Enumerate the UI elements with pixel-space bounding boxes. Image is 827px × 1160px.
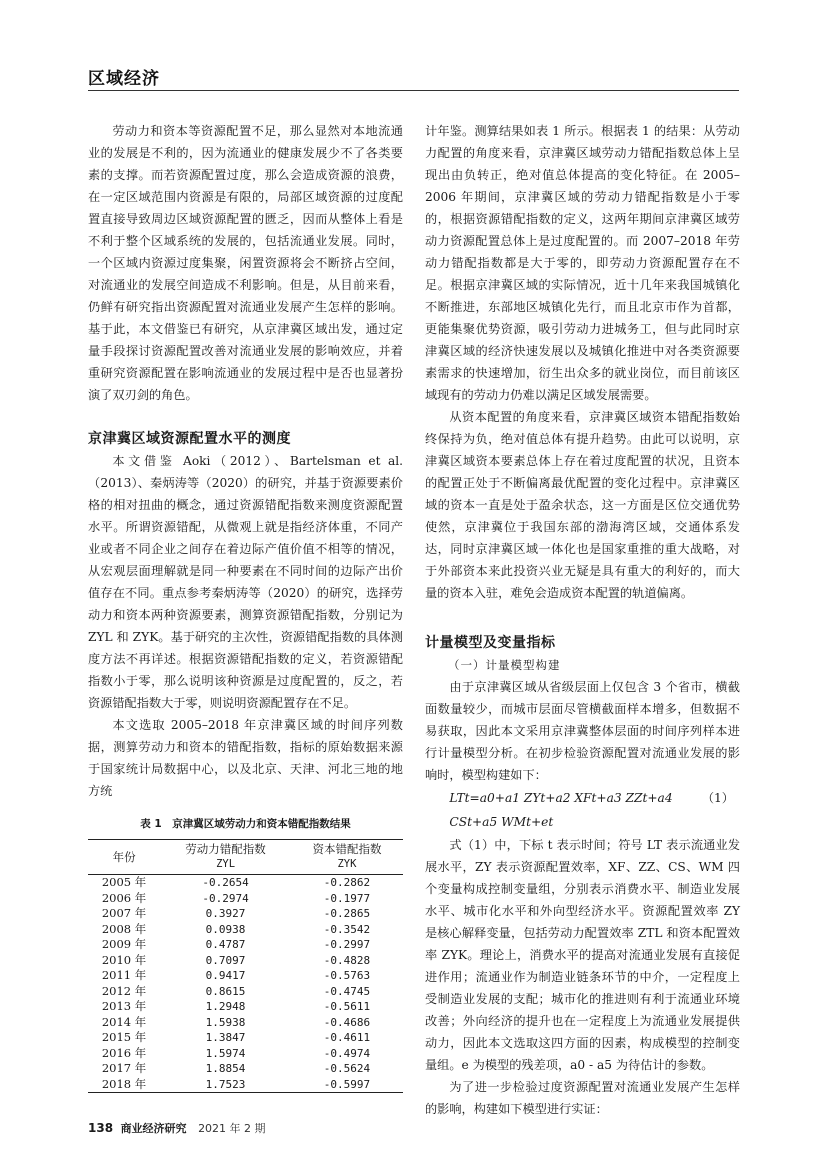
equation-number: （1） bbox=[701, 791, 734, 805]
table-row bbox=[88, 891, 403, 907]
equation-body: LTt=a0+a1 ZYt+a2 XFt+a3 ZZt+a4 CSt+a5 WMt+et bbox=[449, 791, 673, 829]
table-cell-year: 2006 年 bbox=[101, 890, 147, 905]
table-cell-zyl: 1.5974 bbox=[205, 1046, 246, 1060]
header-rule bbox=[88, 90, 739, 91]
table-cell-year: 2011 年 bbox=[101, 968, 147, 982]
right-paragraph-4: 式（1）中，下标 t 表示时间；符号 LT 表示流通业发展水平，ZY 表示资源配置效率，XF、ZZ、CS、WM 四个变量构成控制变量组，分别表示消费水平、制造业发展水平、城市化水平和外向型经济水平。资源配置效率 ZY 是核心解释变量，包括劳动力配置效率 ZTL 和资本配置效率 ZYK。理论上，消费水平的提高对流通业发展有直接促进作用；流通业作为制造业链条环节的中介，一定程度上受制造业发展的支配；城市化的推进则有利于流通业环境改善；外向经济的提升也在一定程度上为流通业发展提供动力，因此本文选取这四方面的因素，构成模型的控制变量组。e 为模型的残差项，a0 - a5 为待估计的参数。 bbox=[425, 838, 740, 1072]
table-row bbox=[88, 906, 403, 922]
left-column bbox=[88, 120, 403, 1093]
section-title: 区域经济 bbox=[88, 69, 160, 89]
right-paragraph-1: 计年鉴。测算结果如表 1 所示。根据表 1 的结果：从劳动力配置的角度来看，京津冀区域劳动力错配指数总体上呈现出由负转正，绝对值总体提高的变化特征。在 2005–2006 年期间，京津冀区域的劳动力错配指数是小于零的，根据资源错配指数的定义，这两年期间京津冀区域劳动力资源配置总体上是过度配置的。而 2007–2018 年劳动力错配指数都是大于零的，即劳动力资源配置存在不足。根据京津冀区域的实际情况，近十几年来我国城镇化不断推进，东部地区城镇化先行，而且北京市作为首都，更能集聚优势资源，吸引劳动力进城务工，但与此同时京津冀区域的经济快速发展以及城镇化推进中对各类资源要素需求的快速增加，衍生出众多的就业岗位，而目前该区域现有的劳动力仍难以满足区域发展需要。 bbox=[425, 124, 740, 402]
table-cell-year: 2012 年 bbox=[101, 983, 147, 998]
misallocation-table bbox=[88, 839, 403, 1093]
table-cell-year: 2018 年 bbox=[88, 1077, 160, 1093]
table-cell-year: 2016 年 bbox=[101, 1045, 147, 1060]
table-cell-year: 2015 年 bbox=[101, 1030, 147, 1044]
table-cell-year: 2005 年 bbox=[101, 875, 147, 889]
table-cell-year: 2010 年 bbox=[101, 952, 147, 967]
table-cell-zyl: 0.0938 bbox=[205, 922, 246, 936]
table-header-year: 年份 bbox=[88, 840, 160, 875]
page-footer bbox=[88, 1120, 266, 1136]
right-paragraph-3: 由于京津冀区域从省级层面上仅包含 3 个省市，横截面数量较少，而城市层面尽管横截面样本增多，但数据不易获取，因此本文采用京津冀整体层面的时间序列样本进行计量模型分析。在初步检验资源配置对流通业发展的影响时，模型构建如下： bbox=[425, 680, 740, 782]
table-row bbox=[88, 1015, 403, 1031]
table-cell-zyl: -0.2654 bbox=[202, 876, 249, 889]
table-cell-year: 2009 年 bbox=[101, 937, 147, 951]
table-row bbox=[88, 984, 403, 1000]
table-row bbox=[88, 1046, 403, 1062]
table-cell-zyl: 1.5938 bbox=[205, 1015, 246, 1029]
table-cell-zyk: -0.1977 bbox=[323, 891, 371, 905]
right-paragraph-5: 为了进一步检验过度资源配置对流通业发展产生怎样的影响，构建如下模型进行实证： bbox=[425, 1080, 740, 1116]
table-cell-zyk: -0.5763 bbox=[323, 969, 371, 982]
section-heading-measurement: 京津冀区域资源配置水平的测度 bbox=[88, 431, 291, 447]
table-cell-zyk: -0.4686 bbox=[323, 1015, 371, 1029]
table-row bbox=[88, 1030, 403, 1046]
page-number: 138 bbox=[88, 1121, 114, 1135]
left-paragraph-1: 劳动力和资本等资源配置不足，那么显然对本地流通业的发展是不利的，因为流通业的健康发展少不了各类要素的支撑。而若资源配置过度，那么会造成资源的浪费，在一定区域范围内资源是有限的，局部区域资源的过度配置直接导致周边区域资源配置的匮乏，因而从整体上看是不利于整个区域系统的发展的，包括流通业发展。同时，一个区域内资源过度集聚，闲置资源将会不断挤占空间，对流通业的发展空间造成不利影响。但是，从目前来看，仍鲜有研究指出资源配置对流通业发展产生怎样的影响。基于此，本文借鉴已有研究，从京津冀区域出发，通过定量手段探讨资源配置改善对流通业发展的影响效应，并着重研究资源配置在影响流通业的发展过程中是否也显著扮演了双刃剑的角色。 bbox=[88, 124, 403, 402]
table-cell-zyk: -0.2865 bbox=[323, 907, 371, 920]
table-cell-zyk: -0.4974 bbox=[323, 1046, 371, 1060]
table-cell-zyl: 0.9417 bbox=[205, 969, 246, 982]
table-cell-zyl: 0.3927 bbox=[205, 907, 246, 920]
left-paragraph-2: 本文借鉴 Aoki（2012）、Bartelsman et al.（2013）、秦炳涛等（2020）的研究，并基于资源要素价格的相对扭曲的概念，通过资源错配指数来测度资源配置水平。所谓资源错配，从微观上就是指经济体重，不同产业或者不同企业之间存在着边际产值价值不相等的情况，从宏观层面理解就是同一种要素在不同时间的边际产出价值存在不同。重点参考秦炳涛等（2020）的研究，选择劳动力和资本两种资源要素，测算资源错配指数，分别记为 ZYL 和 ZYK。基于研究的主次性，资源错配指数的具体测度方法不再详述。根据资源错配指数的定义，若资源错配指数小于零，那么说明该种资源是过度配置的，反之，若资源错配指数大于零，则说明资源配置存在不足。 bbox=[88, 454, 403, 710]
table-cell-year: 2013 年 bbox=[101, 999, 147, 1013]
table-row bbox=[88, 875, 403, 891]
table-row bbox=[88, 999, 403, 1015]
table-row bbox=[88, 1061, 403, 1077]
table-cell-zyl: 1.8854 bbox=[205, 1062, 246, 1075]
table-cell-zyk: -0.4828 bbox=[323, 953, 371, 967]
table-cell-year: 2017 年 bbox=[101, 1061, 147, 1075]
table-cell-zyk: -0.5997 bbox=[291, 1077, 403, 1093]
table-cell-year: 2008 年 bbox=[101, 921, 147, 936]
table-cell-zyl: -0.2974 bbox=[202, 891, 249, 905]
table-cell-zyk: -0.5624 bbox=[323, 1062, 371, 1075]
left-paragraph-3: 本文选取 2005–2018 年京津冀区域的时间序列数据，测算劳动力和资本的错配指数，指标的原始数据来源于国家统计局数据中心，以及北京、天津、河北三地的地方统 bbox=[88, 718, 403, 798]
table-cell-zyk: -0.2862 bbox=[323, 876, 371, 889]
table-cell-zyk: -0.5611 bbox=[323, 1000, 371, 1013]
table-row bbox=[88, 922, 403, 938]
table-caption: 表 1 京津冀区域劳动力和资本错配指数结果 bbox=[140, 818, 351, 830]
table-cell-zyl: 1.2948 bbox=[205, 1000, 246, 1013]
table-cell-zyl: 0.4787 bbox=[205, 938, 246, 951]
equation-1 bbox=[425, 786, 740, 834]
table-cell-zyl: 0.7097 bbox=[205, 953, 246, 967]
table-header-labor: 劳动力错配指数 ZYL bbox=[160, 840, 291, 875]
table-cell-zyk: -0.4611 bbox=[323, 1031, 371, 1044]
table-cell-zyl: 1.3847 bbox=[205, 1031, 246, 1044]
table-cell-zyk: -0.3542 bbox=[323, 922, 371, 936]
section-heading-model: 计量模型及变量指标 bbox=[425, 635, 556, 651]
subheading-model-construction: （一）计量模型构建 bbox=[448, 658, 561, 672]
table-cell-zyl: 1.7523 bbox=[160, 1077, 291, 1093]
right-column bbox=[425, 120, 740, 1120]
table-row bbox=[88, 968, 403, 984]
table-cell-zyk: -0.4745 bbox=[323, 984, 371, 998]
table-cell-zyk: -0.2997 bbox=[323, 938, 371, 951]
right-paragraph-2: 从资本配置的角度来看，京津冀区域资本错配指数始终保持为负，绝对值总体有提升趋势。由此可以说明，京津冀区域资本要素总体上存在着过度配置的状况，且资本的配置正处于不断偏离最优配置的变化过程中。京津冀区域的资本一直是处于盈余状态，这一方面是区位交通优势使然，京津冀位于我国东部的渤海湾区域，交通体系发达，同时京津冀区域一体化也是国家重推的重大战略，对于外部资本来此投资兴业无疑是具有重大的利好的，而大量的资本入驻，难免会造成资本配置的轨道偏离。 bbox=[425, 410, 740, 600]
table-row bbox=[88, 953, 403, 969]
table-cell-zyl: 0.8615 bbox=[205, 984, 246, 998]
table-row bbox=[88, 937, 403, 953]
issue-label: 2021 年 2 期 bbox=[198, 1122, 266, 1135]
table-cell-year: 2014 年 bbox=[101, 1014, 147, 1029]
table-cell-year: 2007 年 bbox=[101, 906, 147, 920]
table-row bbox=[88, 1077, 403, 1093]
journal-name: 商业经济研究 bbox=[120, 1122, 187, 1135]
table-header-capital: 资本错配指数 ZYK bbox=[291, 840, 403, 875]
